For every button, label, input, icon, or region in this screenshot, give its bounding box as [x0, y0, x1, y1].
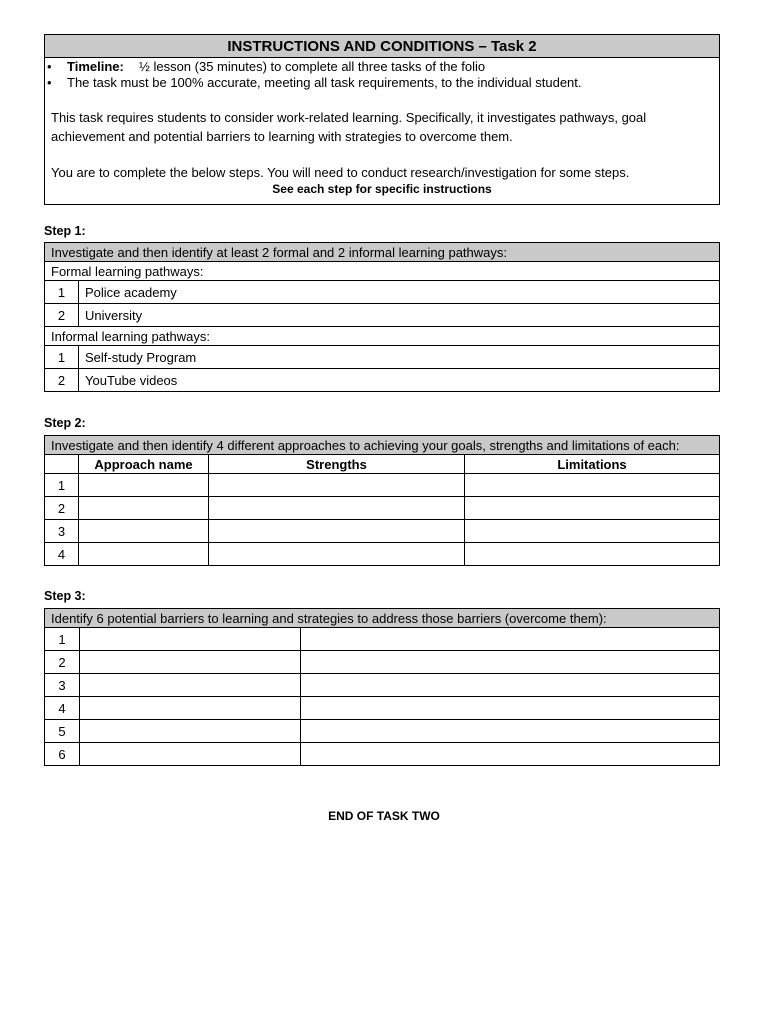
- end-of-task-footer: END OF TASK TWO: [328, 809, 440, 823]
- limitations-cell[interactable]: [465, 520, 720, 543]
- approach-name-cell[interactable]: [79, 497, 209, 520]
- informal-pathway-cell[interactable]: YouTube videos: [79, 369, 720, 392]
- table-row: [45, 697, 720, 720]
- limitations-cell[interactable]: [465, 474, 720, 497]
- step2-header: Investigate and then identify 4 different approaches to achieving your goals, strengths and limitations of each:: [45, 436, 720, 455]
- row-number: 1: [45, 628, 80, 651]
- step2-label: Step 2:: [44, 416, 86, 430]
- accuracy-bullet: [47, 75, 713, 91]
- bullet-icon: •: [47, 75, 52, 90]
- timeline-bullet: [47, 59, 713, 75]
- table-row: [45, 520, 720, 543]
- step2-table: [44, 435, 720, 566]
- table-row: [45, 628, 720, 651]
- table-row: [45, 674, 720, 697]
- strengths-cell[interactable]: [209, 543, 465, 566]
- informal-pathway-cell[interactable]: Self-study Program: [79, 346, 720, 369]
- barrier-cell[interactable]: [80, 720, 301, 743]
- row-number: 2: [45, 369, 79, 392]
- limitations-header: Limitations: [465, 455, 720, 474]
- strategy-cell[interactable]: [301, 720, 720, 743]
- approach-name-cell[interactable]: [79, 543, 209, 566]
- strategy-cell[interactable]: [301, 674, 720, 697]
- step1-label: Step 1:: [44, 224, 86, 238]
- row-number: 1: [45, 474, 79, 497]
- row-number: 2: [45, 651, 80, 674]
- barrier-cell[interactable]: [80, 743, 301, 766]
- timeline-text: ½ lesson (35 minutes) to complete all three tasks of the folio: [139, 59, 486, 74]
- limitations-cell[interactable]: [465, 497, 720, 520]
- table-row: [45, 281, 720, 304]
- table-row: [45, 720, 720, 743]
- timeline-label: Timeline:: [67, 59, 124, 74]
- row-number: 3: [45, 520, 79, 543]
- table-row: [45, 346, 720, 369]
- step3-label: Step 3:: [44, 589, 86, 603]
- strengths-cell[interactable]: [209, 497, 465, 520]
- row-number: 1: [45, 346, 79, 369]
- instructions-body: [45, 58, 720, 205]
- row-number: 4: [45, 697, 80, 720]
- formal-pathway-cell[interactable]: Police academy: [79, 281, 720, 304]
- instructions-title: INSTRUCTIONS AND CONDITIONS – Task 2: [45, 35, 720, 58]
- formal-pathway-cell[interactable]: University: [79, 304, 720, 327]
- see-each-step-note: See each step for specific instructions: [272, 182, 492, 196]
- strengths-header: Strengths: [209, 455, 465, 474]
- table-row: [45, 651, 720, 674]
- instructions-paragraph-2: You are to complete the below steps. You will need to conduct research/investigation for some steps.: [51, 165, 630, 180]
- barrier-cell[interactable]: [80, 697, 301, 720]
- table-row: [45, 474, 720, 497]
- table-row: [45, 743, 720, 766]
- strategy-cell[interactable]: [301, 651, 720, 674]
- row-number: 2: [45, 304, 79, 327]
- approach-name-cell[interactable]: [79, 474, 209, 497]
- strengths-cell[interactable]: [209, 520, 465, 543]
- table-row: [45, 304, 720, 327]
- row-number: 4: [45, 543, 79, 566]
- barrier-cell[interactable]: [80, 651, 301, 674]
- bullet-icon: •: [47, 59, 52, 74]
- barrier-cell[interactable]: [80, 674, 301, 697]
- table-row: [45, 543, 720, 566]
- table-row: [45, 369, 720, 392]
- approach-name-header: Approach name: [79, 455, 209, 474]
- table-row: [45, 497, 720, 520]
- row-number: 1: [45, 281, 79, 304]
- step1-header: Investigate and then identify at least 2 formal and 2 informal learning pathways:: [45, 243, 720, 262]
- strategy-cell[interactable]: [301, 697, 720, 720]
- row-number: 6: [45, 743, 80, 766]
- step3-table: [44, 608, 720, 766]
- strategy-cell[interactable]: [301, 743, 720, 766]
- step1-table: [44, 242, 720, 392]
- strengths-cell[interactable]: [209, 474, 465, 497]
- strategy-cell[interactable]: [301, 628, 720, 651]
- formal-pathways-label: Formal learning pathways:: [45, 262, 720, 281]
- approach-name-cell[interactable]: [79, 520, 209, 543]
- row-number: 3: [45, 674, 80, 697]
- row-number: 5: [45, 720, 80, 743]
- blank-header-cell: [45, 455, 79, 474]
- barrier-cell[interactable]: [80, 628, 301, 651]
- informal-pathways-label: Informal learning pathways:: [45, 327, 720, 346]
- step3-header: Identify 6 potential barriers to learning and strategies to address those barriers (overcome them):: [45, 609, 720, 628]
- instructions-box: [44, 34, 720, 205]
- accuracy-text: The task must be 100% accurate, meeting all task requirements, to the individual student.: [67, 75, 582, 90]
- limitations-cell[interactable]: [465, 543, 720, 566]
- row-number: 2: [45, 497, 79, 520]
- instructions-paragraph-1: This task requires students to consider work-related learning. Specifically, it investigates pathways, goal achievement and potential barriers to learning with strategies to overcome them.: [51, 110, 647, 144]
